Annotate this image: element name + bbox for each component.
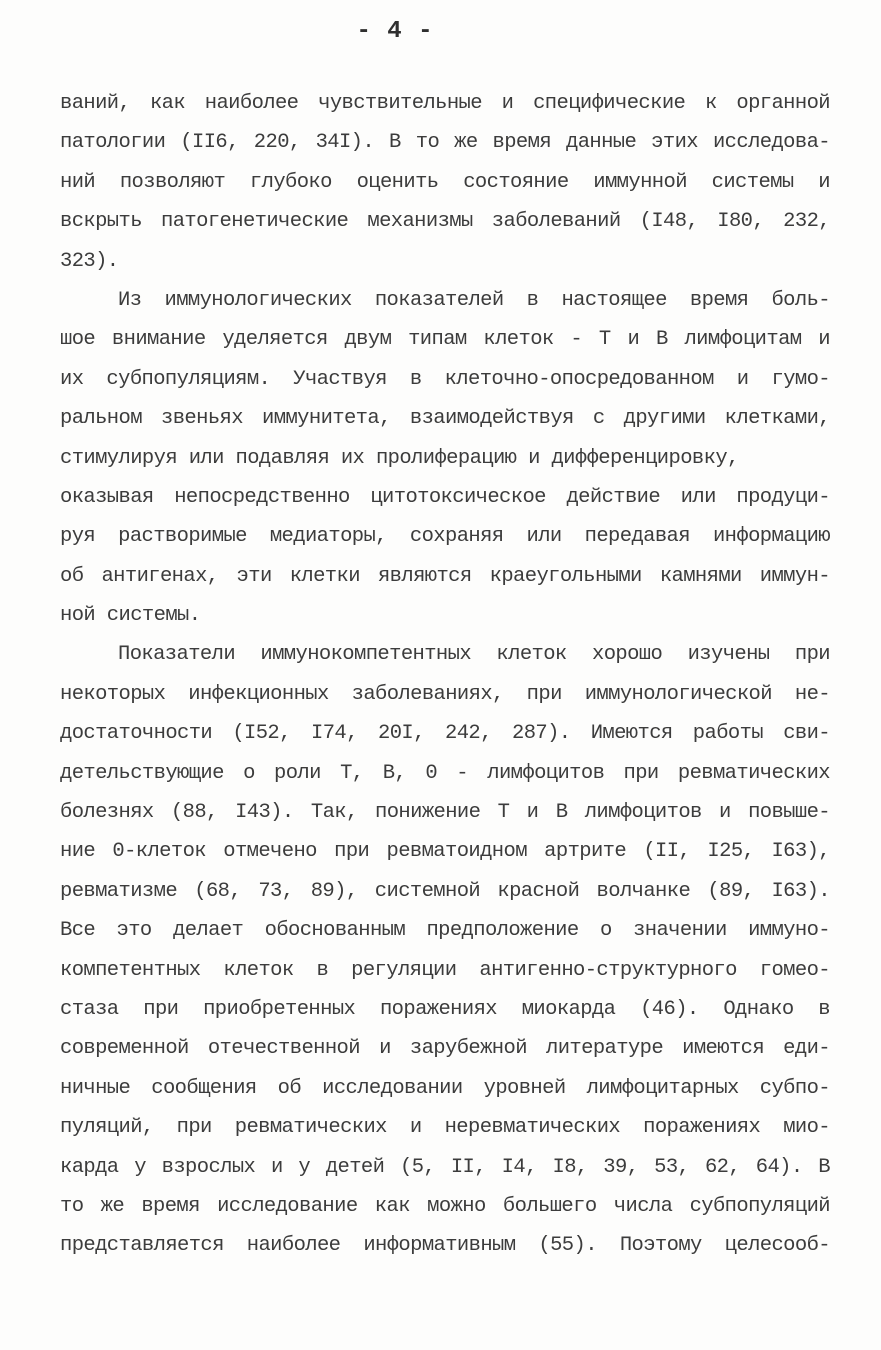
text-line: болезнях (88, I43). Так, понижение Т и В лимфоцитов и повыше- [60, 801, 830, 825]
text-line: оказывая непосредственно цитотоксическое действие или продуци- [60, 485, 830, 509]
text-line: ваний, как наиболее чувствительные и специфические к органной [60, 92, 830, 115]
text-line: патологии (II6, 220, 34I). В то же время данные этих исследова- [60, 131, 830, 155]
text-line: карда у взрослых и у детей (5, II, I4, I8, 39, 53, 62, 64). В [60, 1155, 830, 1179]
text-line: Из иммунологических показателей в настоящее время боль- [118, 288, 830, 312]
text-line: современной отечественной и зарубежной литературе имеются еди- [60, 1037, 830, 1061]
text-line: шое внимание уделяется двум типам клеток - Т и В лимфоцитам и [60, 328, 830, 352]
text-line: 323). [60, 249, 119, 273]
text-line: ний позволяют глубоко оценить состояние иммунной системы и [60, 170, 830, 194]
text-line: ревматизме (68, 73, 89), системной красной волчанке (89, I63). [60, 879, 830, 903]
text-line: ной системы. [60, 604, 201, 628]
text-line: ничные сообщения об исследовании уровней лимфоцитарных субпо- [60, 1076, 830, 1100]
text-line: детельствующие о роли Т, В, 0 - лимфоцитов при ревматических [60, 761, 830, 785]
page-number: - 4 - [356, 18, 434, 45]
text-line: стаза при приобретенных поражениях миокарда (46). Однако в [60, 997, 830, 1021]
text-line: компетентных клеток в регуляции антигенно-структурного гомео- [60, 958, 830, 982]
body-text [60, 84, 830, 1266]
text-line: то же время исследование как можно большего числа субпопуляций [60, 1194, 830, 1218]
text-line: пуляций, при ревматических и неревматических поражениях мио- [60, 1116, 830, 1140]
text-line: об антигенах, эти клетки являются краеугольными камнями иммун- [60, 564, 830, 588]
text-line: ральном звеньях иммунитета, взаимодействуя с другими клетками, [60, 407, 830, 431]
text-line: руя растворимые медиаторы, сохраняя или передавая информацию [60, 525, 830, 549]
text-line: Показатели иммунокомпетентных клеток хорошо изучены при [118, 643, 830, 667]
text-line: ние 0-клеток отмечено при ревматоидном артрите (II, I25, I63), [60, 840, 830, 864]
text-line: их субпопуляциям. Участвуя в клеточно-опосредованном и гумо- [60, 367, 830, 391]
text-line: Все это делает обоснованным предположение о значении иммуно- [60, 919, 830, 943]
text-line: представляется наиболее информативным (55). Поэтому целесооб- [60, 1234, 830, 1258]
text-line: стимулируя или подавляя их пролиферацию и дифференцировку, [60, 446, 739, 470]
text-line: достаточности (I52, I74, 20I, 242, 287). Имеются работы сви- [60, 722, 830, 746]
text-line: вскрыть патогенетические механизмы заболеваний (I48, I80, 232, [60, 210, 830, 234]
text-line: некоторых инфекционных заболеваниях, при иммунологической не- [60, 682, 830, 706]
